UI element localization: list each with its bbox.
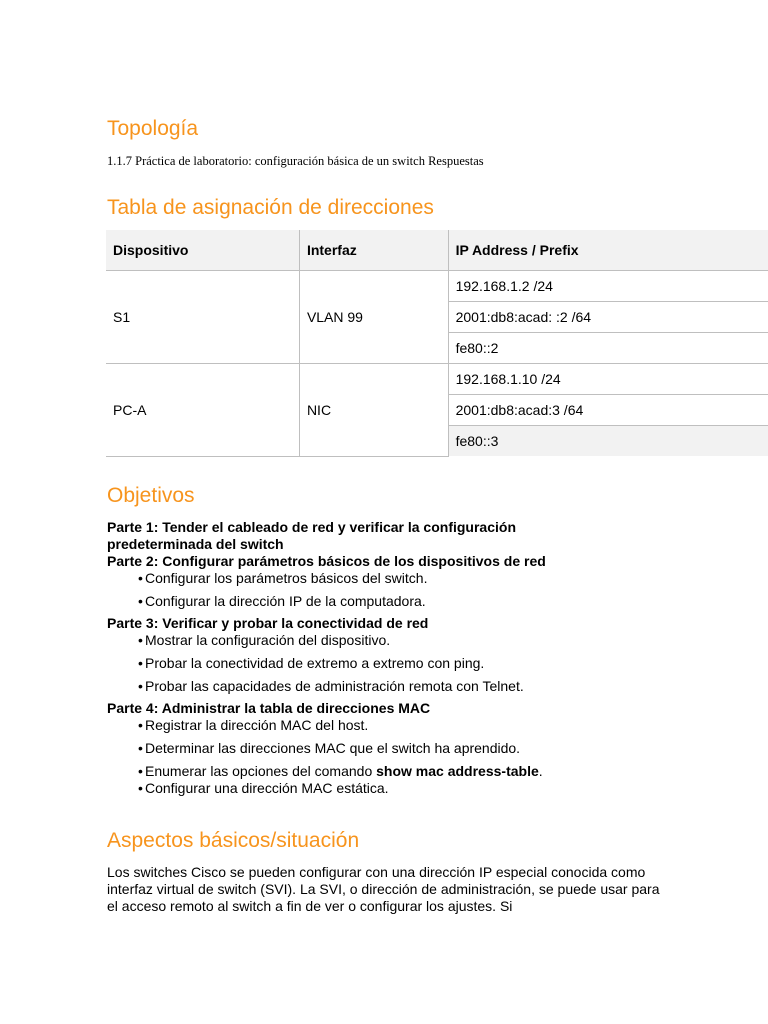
cell-interface: VLAN 99: [299, 271, 448, 364]
objective-part-2-items: [107, 570, 747, 610]
list-item: [138, 740, 747, 757]
bullet-glyph: •: [138, 717, 143, 733]
cell-ip: 192.168.1.10 /24: [448, 364, 768, 395]
bullet-glyph: •: [138, 678, 143, 694]
objective-part-4: Parte 4: Administrar la tabla de direcciones MAC: [107, 700, 431, 716]
list-item-text: Mostrar la configuración del dispositivo.: [145, 632, 391, 648]
list-item-text: Determinar las direcciones MAC que el switch ha aprendido.: [145, 740, 521, 756]
cell-device: PC-A: [106, 364, 299, 457]
heading-address-table: Tabla de asignación de direcciones: [107, 196, 434, 219]
heading-topology: Topología: [107, 117, 199, 140]
list-item-text: Registrar la dirección MAC del host.: [145, 717, 369, 733]
objective-part-3-items: [107, 632, 747, 695]
command-name: show mac address-table: [376, 763, 539, 779]
list-item: [138, 678, 747, 695]
column-header-ip: IP Address / Prefix: [448, 230, 768, 271]
heading-background: Aspectos básicos/situación: [107, 829, 360, 852]
bullet-glyph: •: [138, 763, 143, 779]
column-header-device: Dispositivo: [106, 230, 299, 271]
bullet-glyph: •: [138, 570, 143, 586]
cell-ip: 2001:db8:acad:3 /64: [448, 395, 768, 426]
objective-part-4-items: [107, 717, 747, 797]
list-item-text: Configurar la dirección IP de la computadora.: [145, 593, 426, 609]
cell-ip: 192.168.1.2 /24: [448, 271, 768, 302]
cell-ip: 2001:db8:acad: :2 /64: [448, 302, 768, 333]
list-item: [138, 655, 747, 672]
list-item: [138, 763, 747, 780]
table-row: [106, 364, 768, 395]
bullet-glyph: •: [138, 593, 143, 609]
bullet-glyph: •: [138, 780, 143, 796]
list-item: [138, 780, 747, 797]
cell-ip: fe80::3: [448, 426, 768, 457]
cell-interface: NIC: [299, 364, 448, 457]
address-table: [106, 230, 768, 457]
topology-caption: 1.1.7 Práctica de laboratorio: configuración básica de un switch Respuestas: [107, 154, 484, 168]
objective-part-3: Parte 3: Verificar y probar la conectividad de red: [107, 615, 429, 631]
list-item: [138, 593, 747, 610]
cell-device: S1: [106, 271, 299, 364]
objectives-list: [107, 519, 747, 797]
heading-objectives: Objetivos: [107, 484, 195, 507]
bullet-glyph: •: [138, 632, 143, 648]
list-item-text: Probar las capacidades de administración remota con Telnet.: [145, 678, 524, 694]
bullet-glyph: •: [138, 655, 143, 671]
list-item-suffix: .: [538, 763, 543, 779]
column-header-interface: Interfaz: [299, 230, 448, 271]
objective-part-1: Parte 1: Tender el cableado de red y verificar la configuración predeterminada del switch: [107, 519, 516, 552]
table-row: [106, 271, 768, 302]
table-header-row: [106, 230, 768, 271]
bullet-glyph: •: [138, 740, 143, 756]
list-item-text: Configurar una dirección MAC estática.: [145, 780, 389, 796]
list-item-text: Probar la conectividad de extremo a extremo con ping.: [145, 655, 485, 671]
list-item: [138, 632, 747, 649]
background-paragraph: Los switches Cisco se pueden configurar con una dirección IP especial conocida como interfaz virtual de switch (SVI). La SVI, o dirección de administración, se puede usar para el acceso remoto al switch a fin de ver o configurar los ajustes. Si: [107, 864, 660, 914]
list-item-text: Enumerar las opciones del comando: [145, 763, 377, 779]
list-item: [138, 570, 747, 587]
objective-part-2: Parte 2: Configurar parámetros básicos de los dispositivos de red: [107, 553, 546, 569]
list-item-text: Configurar los parámetros básicos del switch.: [145, 570, 428, 586]
cell-ip: fe80::2: [448, 333, 768, 364]
list-item: [138, 717, 747, 734]
